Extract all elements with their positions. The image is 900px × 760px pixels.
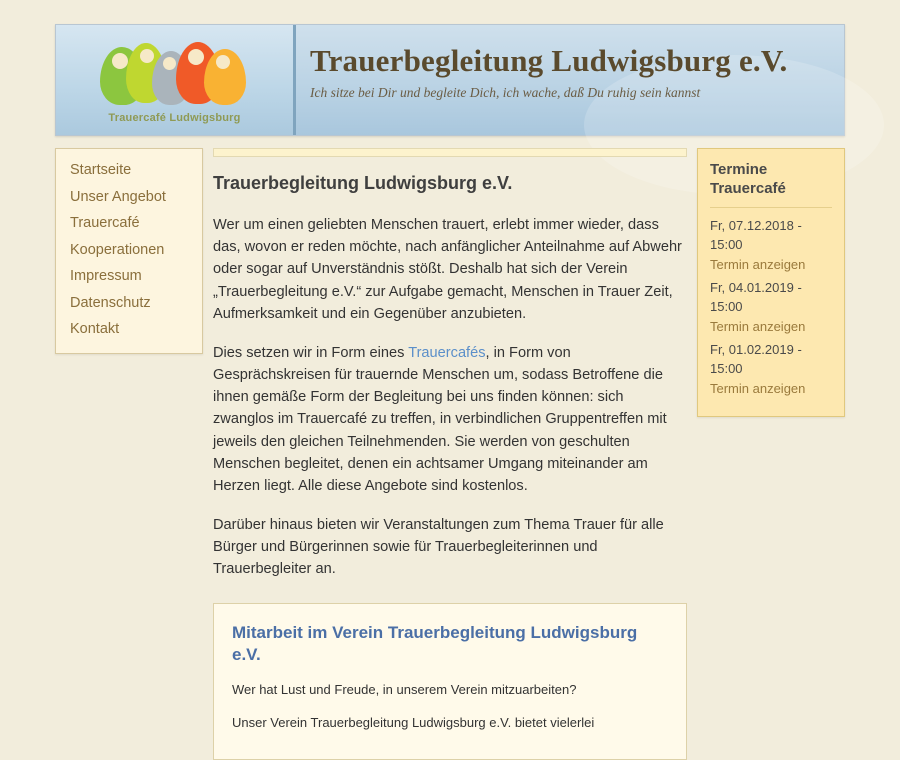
sidebar-item-datenschutz[interactable]: Datenschutz [70, 294, 151, 311]
callout-paragraph-1: Wer hat Lust und Freude, in unserem Verein mitzuarbeiten? [232, 681, 577, 697]
page-title: Trauerbegleitung Ludwigsburg e.V. [213, 173, 513, 193]
mitarbeit-callout [213, 603, 687, 760]
sidebar-item-impressum[interactable]: Impressum [70, 268, 142, 285]
header-title-box [296, 25, 844, 135]
paragraph-text-after: , in Form von Gesprächskreisen für trauernde Menschen um, sodass Betroffene die ihnen gemäße Form der Begleitung bei uns finden können: sich zwanglos im Trauercafé zu treffen, in verbindlichen Gruppentreffen mit jeweils den gleichen Teilnehmenden. Sie werden von geschulten Menschen begleitet, denen ein achtsamer Umgang miteinander am Herzen liegt. Alle diese Angebote sind kostenlos. [213, 344, 667, 494]
intro-paragraph-1: Wer um einen geliebten Menschen trauert, erlebt immer wieder, dass das, wovon er reden möchte, nach anfänglicher Anteilnahme auf Abwehr oder sogar auf Unverständnis stößt. Deshalb hat sich der Verein „Trauerbegleitung e.V.“ zur Aufgabe gemacht, Menschen in Trauer Zeit, Aufmerksamkeit und ein Gegenüber anzubieten. [213, 217, 682, 322]
sidebar-item-kontakt[interactable]: Kontakt [70, 321, 120, 338]
logo-faces-icon [100, 41, 250, 103]
logo-caption: Trauercafé Ludwigsburg [108, 111, 241, 124]
sidebar-item-kooperationen[interactable]: Kooperationen [70, 241, 165, 258]
event-date: Fr, 07.12.2018 - 15:00 [710, 217, 802, 252]
site-header [55, 24, 845, 136]
sidebar-item-unser-angebot[interactable]: Unser Angebot [70, 188, 166, 205]
event-date: Fr, 04.01.2019 - 15:00 [710, 279, 802, 314]
intro-paragraph-3: Darüber hinaus bieten wir Veranstaltungen zum Thema Trauer für alle Bürger und Bürgerinnen sowie für Trauerbegleiterinnen und Trauerbegleiter an. [213, 517, 664, 578]
sidebar-item-startseite[interactable]: Startseite [70, 162, 132, 178]
termine-heading: Termine Trauercafé [710, 161, 832, 208]
callout-paragraph-2: Unser Verein Trauerbegleitung Ludwigsburg e.V. bietet vielerlei [232, 714, 595, 730]
event-link[interactable]: Termin anzeigen [710, 380, 806, 396]
callout-heading: Mitarbeit im Verein Trauerbegleitung Ludwigsburg e.V. [232, 622, 638, 664]
intro-paragraph-2 [213, 342, 687, 497]
logo-box[interactable] [56, 25, 296, 135]
main-navigation [55, 148, 203, 354]
event-date: Fr, 01.02.2019 - 15:00 [710, 341, 802, 376]
sidebar-item-trauercafe[interactable]: Trauercafé [70, 215, 140, 232]
event-link[interactable]: Termin anzeigen [710, 318, 806, 334]
trauercafes-link[interactable]: Trauercafés [408, 344, 486, 361]
event-link[interactable]: Termin anzeigen [710, 256, 806, 272]
paragraph-text-before: Dies setzen wir in Form eines [213, 344, 409, 361]
site-subtitle: Ich sitze bei Dir und begleite Dich, ich wache, daß Du ruhig sein kannst [310, 85, 701, 100]
main-content [213, 148, 687, 760]
termine-panel [697, 148, 845, 417]
content-top-bar [213, 148, 687, 157]
site-title: Trauerbegleitung Ludwigsburg e.V. [310, 43, 788, 78]
